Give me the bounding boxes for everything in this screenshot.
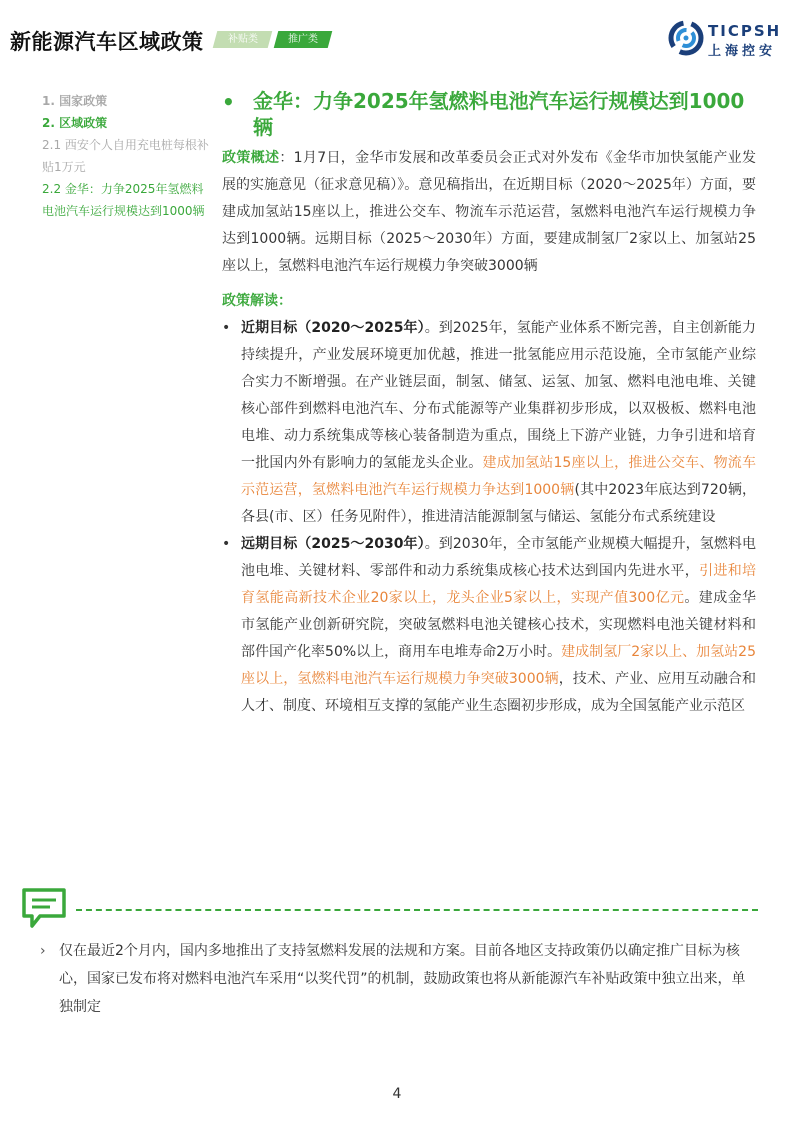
overview-text: 1月7日，金华市发展和改革委员会正式对外发布《金华市加快氢能产业发展的实施意见（征求意见稿）》。意见稿指出，在近期目标（2020～2025年）方面，要建成加氢站15座以上，推进公交车、物流车示范运营，氢燃料电池汽车运行规模力争达到1000辆。远期目标（2025～2030年）方面，要建成制氢厂2家以上、加氢站25座以上，氢燃料电池汽车运行规模力争突破3000辆 bbox=[222, 150, 757, 274]
long-term-text1: 。到2030年，全市氢能产业规模大幅提升，氢燃料电池电堆、关键材料、零部件和动力系统集成核心技术达到国内先进水平， bbox=[241, 536, 756, 579]
heading-bullet: • bbox=[222, 90, 235, 114]
toc-item-xian[interactable]: 2.1 西安个人自用充电桩每根补贴1万元 bbox=[42, 138, 209, 174]
toc-item-regional[interactable]: 2. 区域政策 bbox=[42, 116, 108, 130]
long-term-bullet bbox=[222, 531, 756, 720]
near-term-title: 近期目标（2020～2025年） bbox=[241, 320, 425, 336]
long-term-title: 远期目标（2025～2030年） bbox=[241, 536, 425, 552]
summary-block bbox=[40, 937, 756, 1021]
long-term-highlight-2: 建成制氢厂2家以上、加氢站25座以上，氢燃料电池汽车运行规模力争突破3000辆 bbox=[241, 644, 756, 687]
bullet-dot: • bbox=[222, 536, 231, 552]
page-title: 新能源汽车区域政策 bbox=[10, 30, 204, 54]
page-number: 4 bbox=[392, 1086, 402, 1102]
toc-item-national[interactable]: 1. 国家政策 bbox=[42, 94, 108, 108]
long-term-text2: 。建成金华市氢能产业创新研究院，突破氢燃料电池关键核心技术，实现燃料电池关键材料和部件国产化率50%以上，商用车电堆寿命2万小时。 bbox=[241, 590, 756, 660]
long-term-text3: ，技术、产业、应用互动融合和人才、制度、环境相互支撑的氢能产业生态圈初步形成，成为全国氢能产业示范区 bbox=[241, 671, 756, 714]
logo-swirl-icon bbox=[668, 20, 704, 56]
near-term-text1: 。到2025年，氢能产业体系不断完善，自主创新能力持续提升，产业发展环境更加优越，推进一批氢能应用示范设施，全市氢能产业综合实力不断增强。在产业链层面，制氢、储氢、运氢、加氢、燃料电池电堆、关键核心部件到燃料电池汽车、分布式能源等产业集群初步形成，以双极板、燃料电池电堆、动力系统集成等核心装备制造为重点，围绕上下游产业链，力争引进和培育一批国内外有影响力的氢能龙头企业。 bbox=[241, 320, 756, 471]
tag-subsidy[interactable]: 补贴类 bbox=[213, 31, 273, 48]
dashed-divider bbox=[76, 909, 758, 911]
long-term-highlight-1: 引进和培育氢能高新技术企业20家以上，龙头企业5家以上，实现产值300亿元 bbox=[241, 563, 757, 606]
speech-bubble-icon bbox=[20, 886, 68, 932]
chevron-right-icon: › bbox=[40, 943, 46, 959]
overview-sep: ： bbox=[279, 150, 294, 166]
table-of-contents bbox=[42, 90, 212, 222]
bullet-dot: • bbox=[222, 320, 231, 336]
toc-item-jinhua[interactable]: 2.2 金华：力争2025年氢燃料电池汽车运行规模达到1000辆 bbox=[42, 182, 205, 218]
near-term-text2: (其中2023年底达到720辆，各县(市、区）任务见附件），推进清洁能源制氢与储运、氢能分布式系统建设 bbox=[241, 482, 756, 525]
interpret-label: 政策解读： bbox=[222, 293, 292, 309]
logo-subtext: 上海控安 bbox=[708, 44, 777, 59]
summary-text: 仅在最近2个月内，国内多地推出了支持氢燃料发展的法规和方案。目前各地区支持政策仍以确定推广目标为核心，国家已发布将对燃料电池汽车采用“以奖代罚”的机制，鼓励政策也将从新能源汽车补贴政策中独立出来，单独制定 bbox=[59, 943, 746, 1015]
near-term-bullet bbox=[222, 315, 756, 531]
section-heading: 金华：力争2025年氢燃料电池汽车运行规模达到1000辆 bbox=[253, 89, 745, 139]
tag-promotion[interactable]: 推广类 bbox=[274, 31, 333, 48]
company-logo bbox=[668, 20, 786, 60]
overview-label: 政策概述 bbox=[222, 150, 280, 166]
policy-overview bbox=[222, 145, 756, 280]
logo-text: TICPSH bbox=[708, 22, 782, 40]
main-content bbox=[222, 88, 756, 720]
near-term-highlight: 建成加氢站15座以上，推进公交车、物流车示范运营，氢燃料电池汽车运行规模力争达到1000辆 bbox=[241, 455, 756, 498]
interpret-heading bbox=[222, 288, 756, 315]
